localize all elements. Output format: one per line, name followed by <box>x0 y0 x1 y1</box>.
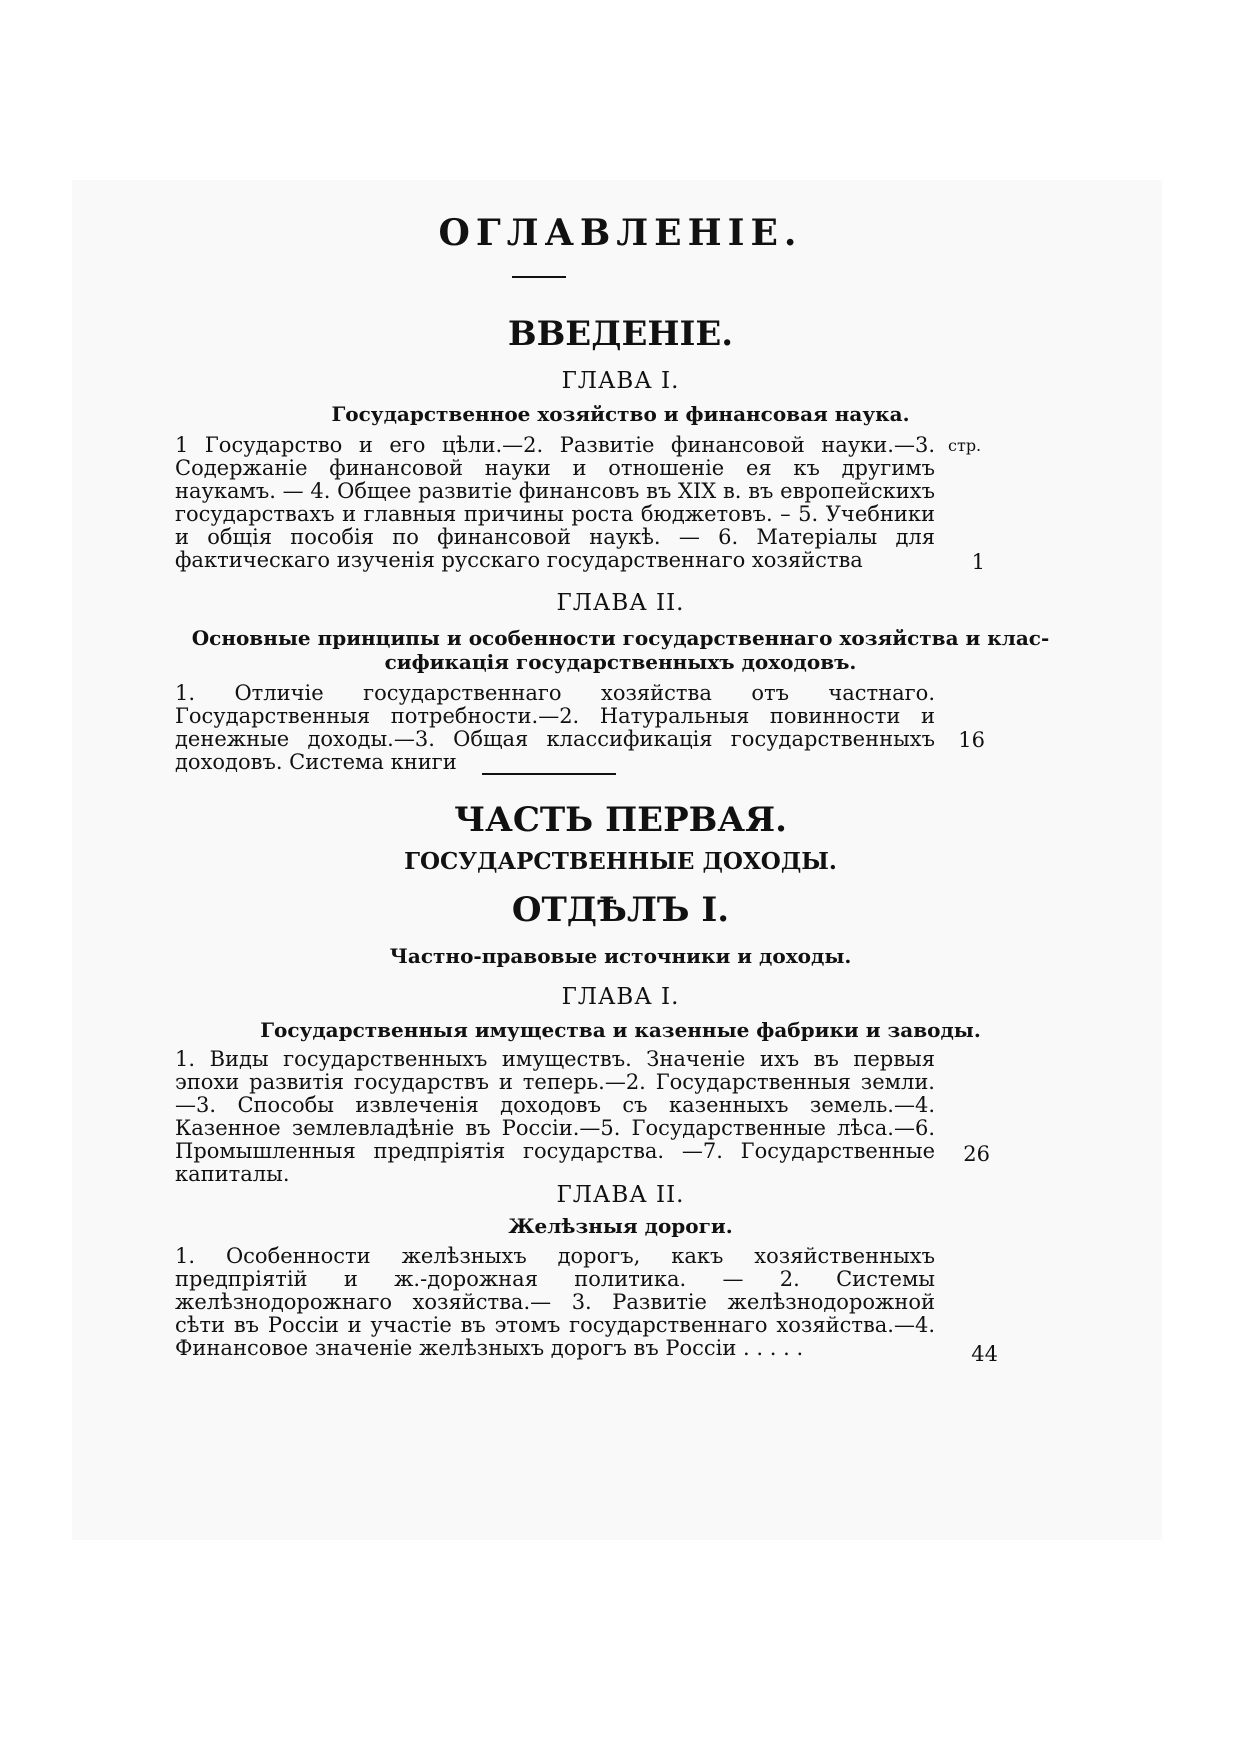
intro-chapter-2-contents: 1. Отличіе государственнаго хозяйства отъ частнаго. Государственныя потребности.—2. Натуральныя повинности и денежные доходы.—3. Общая классификація государственныхъ доходовъ. Система книги <box>175 681 935 774</box>
section-chapter-2-contents: 1. Особенности желѣзныхъ дорогъ, какъ хозяйственныхъ предпріятій и ж.-дорожная политика. — 2. Системы желѣзнодорожнаго хозяйства.— 3. Развитіе желѣзнодорожной сѣти въ Россіи и участіе въ этомъ государственнаго хозяйства.—4. Финансовое значеніе желѣзныхъ дорогъ въ Россіи . . . . . <box>175 1244 935 1360</box>
intro-heading: ВВЕДЕНІЕ. <box>507 314 734 354</box>
title-divider <box>512 276 566 278</box>
intro-chapter-1-heading: ГЛАВА I. <box>561 368 680 394</box>
page-column-label: стр. <box>948 436 982 455</box>
section-chapter-1-page: 26 <box>963 1142 990 1166</box>
section-chapter-2-subtitle: Желѣзныя дороги. <box>508 1214 733 1238</box>
intro-chapter-2-heading: ГЛАВА II. <box>556 590 685 616</box>
section-chapter-2-page: 44 <box>971 1342 998 1366</box>
section-chapter-1-subtitle: Государственныя имущества и казенные фабрики и заводы. <box>260 1018 981 1042</box>
intro-chapter-2-subtitle-line1: Основные принципы и особенности государственнаго хозяйства и клас- <box>191 626 1050 650</box>
part-divider <box>482 773 616 775</box>
section-heading: ОТДѢЛЪ I. <box>511 890 730 930</box>
toc-title: ОГЛАВЛЕНІЕ. <box>438 212 803 254</box>
intro-chapter-2-page: 16 <box>958 728 985 752</box>
part-subtitle: ГОСУДАРСТВЕННЫЕ ДОХОДЫ. <box>404 848 837 875</box>
section-chapter-1-contents: 1. Виды государственныхъ имуществъ. Значеніе ихъ въ первыя эпохи развитія государствъ и теперь.—2. Государственныя земли.—3. Способы извлеченія доходовъ съ казенныхъ земель.—4. Казенное землевладѣніе въ Россіи.—5. Государственные лѣса.—6. Промышленныя предпріятія государства. —7. Государственные капиталы. <box>175 1047 935 1186</box>
intro-chapter-2-subtitle-line2: сификація государственныхъ доходовъ. <box>384 650 857 674</box>
intro-chapter-1-contents: 1 Государство и его цѣли.—2. Развитіе финансовой науки.—3. Содержаніе финансовой науки и отношеніе ея къ другимъ наукамъ. — 4. Общее развитіе финансовъ въ XIX в. въ европейскихъ государствахъ и главныя причины роста бюджетовъ. – 5. Учебники и общія пособія по финансовой наукѣ. — 6. Матеріалы для фактическаго изученія русскаго государственнаго хозяйства <box>175 433 935 572</box>
section-chapter-1-heading: ГЛАВА I. <box>561 984 680 1010</box>
intro-chapter-1-page: 1 <box>971 550 985 574</box>
section-chapter-2-heading: ГЛАВА II. <box>556 1182 685 1208</box>
intro-chapter-1-subtitle: Государственное хозяйство и финансовая наука. <box>331 402 910 426</box>
section-subtitle: Частно-правовые источники и доходы. <box>389 944 852 968</box>
part-heading: ЧАСТЬ ПЕРВАЯ. <box>454 800 787 840</box>
